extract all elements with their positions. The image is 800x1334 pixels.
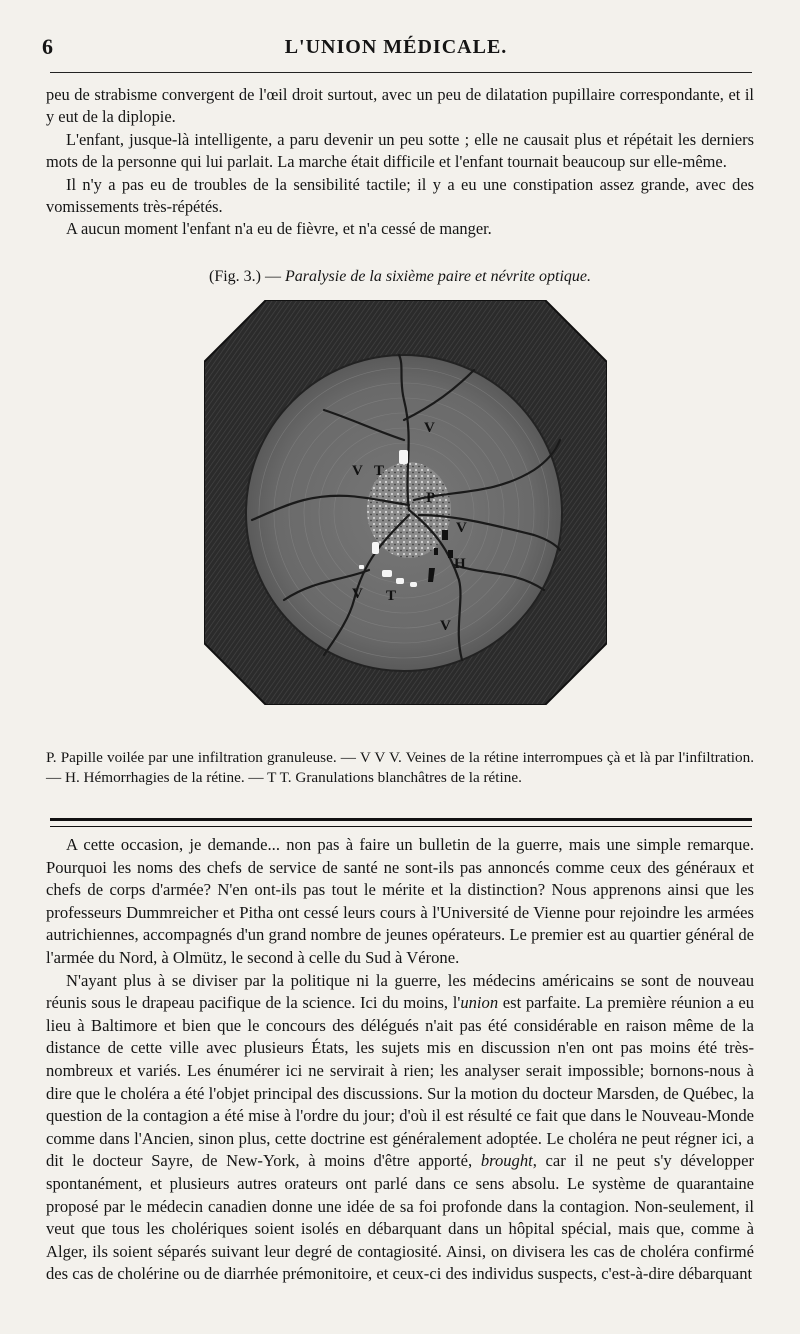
text-run: N'ayant plus à se diviser par la politique ni la guerre, les médecins américains se sont de nouveau réunis sous le drapeau pacifique de la science. Ici du moins, l': [46, 970, 754, 1013]
case-report-section: [46, 84, 754, 241]
fig-mark-v: V: [456, 520, 467, 536]
fig-mark-v: V: [424, 420, 435, 436]
text-run: , car il ne peut s'y développer spontanément, et plusieurs autres orateurs ont parlé dans ce sens absolu. Le système de quarantaine proposé par le médecin canadien donne une idée de sa foi profonde dans la contagion. Non-seulement, il veut que tous les cholériques soient isolés en débarquant dans un hôpital spécial, mais que, comme à Alger, ils soient séparés suivant leur degré de contagiosité. Ainsi, on divisera les cas de choléra confirmé des cas de cholérine ou de diarrhée prémonitoire, et ceux-ci des individus suspects, c'est-à-dire débarquant: [46, 1151, 754, 1284]
running-title: L'UNION MÉDICALE.: [284, 36, 508, 58]
paragraph: [46, 970, 754, 1286]
paragraph: A cette occasion, je demande... non pas à faire un bulletin de la guerre, mais une simple remarque. Pourquoi les noms des chefs de service de santé ne sont-ils pas annoncés comme ceux des généraux et chefs de corps d'armée? N'en ont-ils pas tout le mérite et la distinction? Nous apprenons ainsi que les professeurs Dummreicher et Pitha ont cessé leurs cours à l'Université de Vienne pour rejoindre les armées autrichiennes, accompagnés d'un grand nombre de jeunes opérateurs. Le premier est au quartier général de l'armée du Nord, à Olmütz, le second à celle du Sud à Vérone.: [46, 835, 754, 967]
fig-mark-v: V: [440, 618, 451, 634]
fig-mark-t: T: [374, 463, 385, 479]
fundus-illustration: [204, 300, 607, 705]
italic-brought: brought: [480, 1151, 533, 1171]
figure-label: (Fig. 3.) —: [209, 268, 281, 285]
fig-mark-t: T: [386, 588, 397, 604]
figure-caption-italic: Paralysie de la sixième paire et névrite optique.: [285, 268, 591, 285]
section-divider: [50, 818, 752, 827]
paragraph: peu de strabisme convergent de l'œil droit surtout, avec un peu de dilatation pupillaire correspondante, et il y eut de la diplopie.: [46, 85, 754, 127]
italic-union: union: [460, 993, 499, 1013]
fig-mark-h: H: [454, 556, 466, 572]
text-run: est parfaite. La première réunion a eu lieu à Baltimore et bien que le concours des délégués n'ait pas été considérable en raison même de la distance de cette ville avec plusieurs États, les sujets mis en discussion n'en ont pas moins été très-nombreux et variés. Les énumérer ici ne servirait à rien; les analyser serait impossible; bornons-nous à dire que le choléra a été l'objet principal des discussions. Sur la motion du docteur Marsden, de Québec, la question de la contagion a été mise à l'ordre du jour; d'où il est résulté ce fait que dans le Nouveau-Monde comme dans l'Ancien, sinon plus, cette doctrine est généralement adoptée. Le choléra ne peut régner ici, a dit le docteur Sayre, de New-York, à moins d'être apporté,: [46, 993, 755, 1171]
figure-legend: P. Papille voilée par une infiltration granuleuse. — V V V. Veines de la rétine interrompues çà et là par l'infiltration. — H. Hémorrhagies de la rétine. — T T. Granulations blanchâtres de la rétine.: [46, 749, 754, 786]
paragraph: A aucun moment l'enfant n'a eu de fièvre, et n'a cessé de manger.: [66, 219, 492, 239]
editorial-section: [46, 834, 754, 1286]
header-rule: [50, 72, 752, 73]
page-header: [40, 30, 752, 64]
paragraph: Il n'y a pas eu de troubles de la sensibilité tactile; il y a eu une constipation assez grande, avec des vomissements très-répétés.: [46, 174, 754, 217]
fig-mark-p: P: [426, 490, 436, 506]
fundus-engraving: [204, 300, 607, 705]
fig-mark-v: V: [352, 463, 363, 479]
figure-title: [46, 268, 754, 286]
page-number: 6: [42, 34, 53, 59]
paragraph: L'enfant, jusque-là intelligente, a paru devenir un peu sotte ; elle ne causait plus et répétait les derniers mots de la personne qui lui parlait. La marche était difficile et l'enfant tournait beaucoup sur elle-même.: [46, 129, 754, 172]
fig-mark-v: V: [352, 586, 363, 602]
